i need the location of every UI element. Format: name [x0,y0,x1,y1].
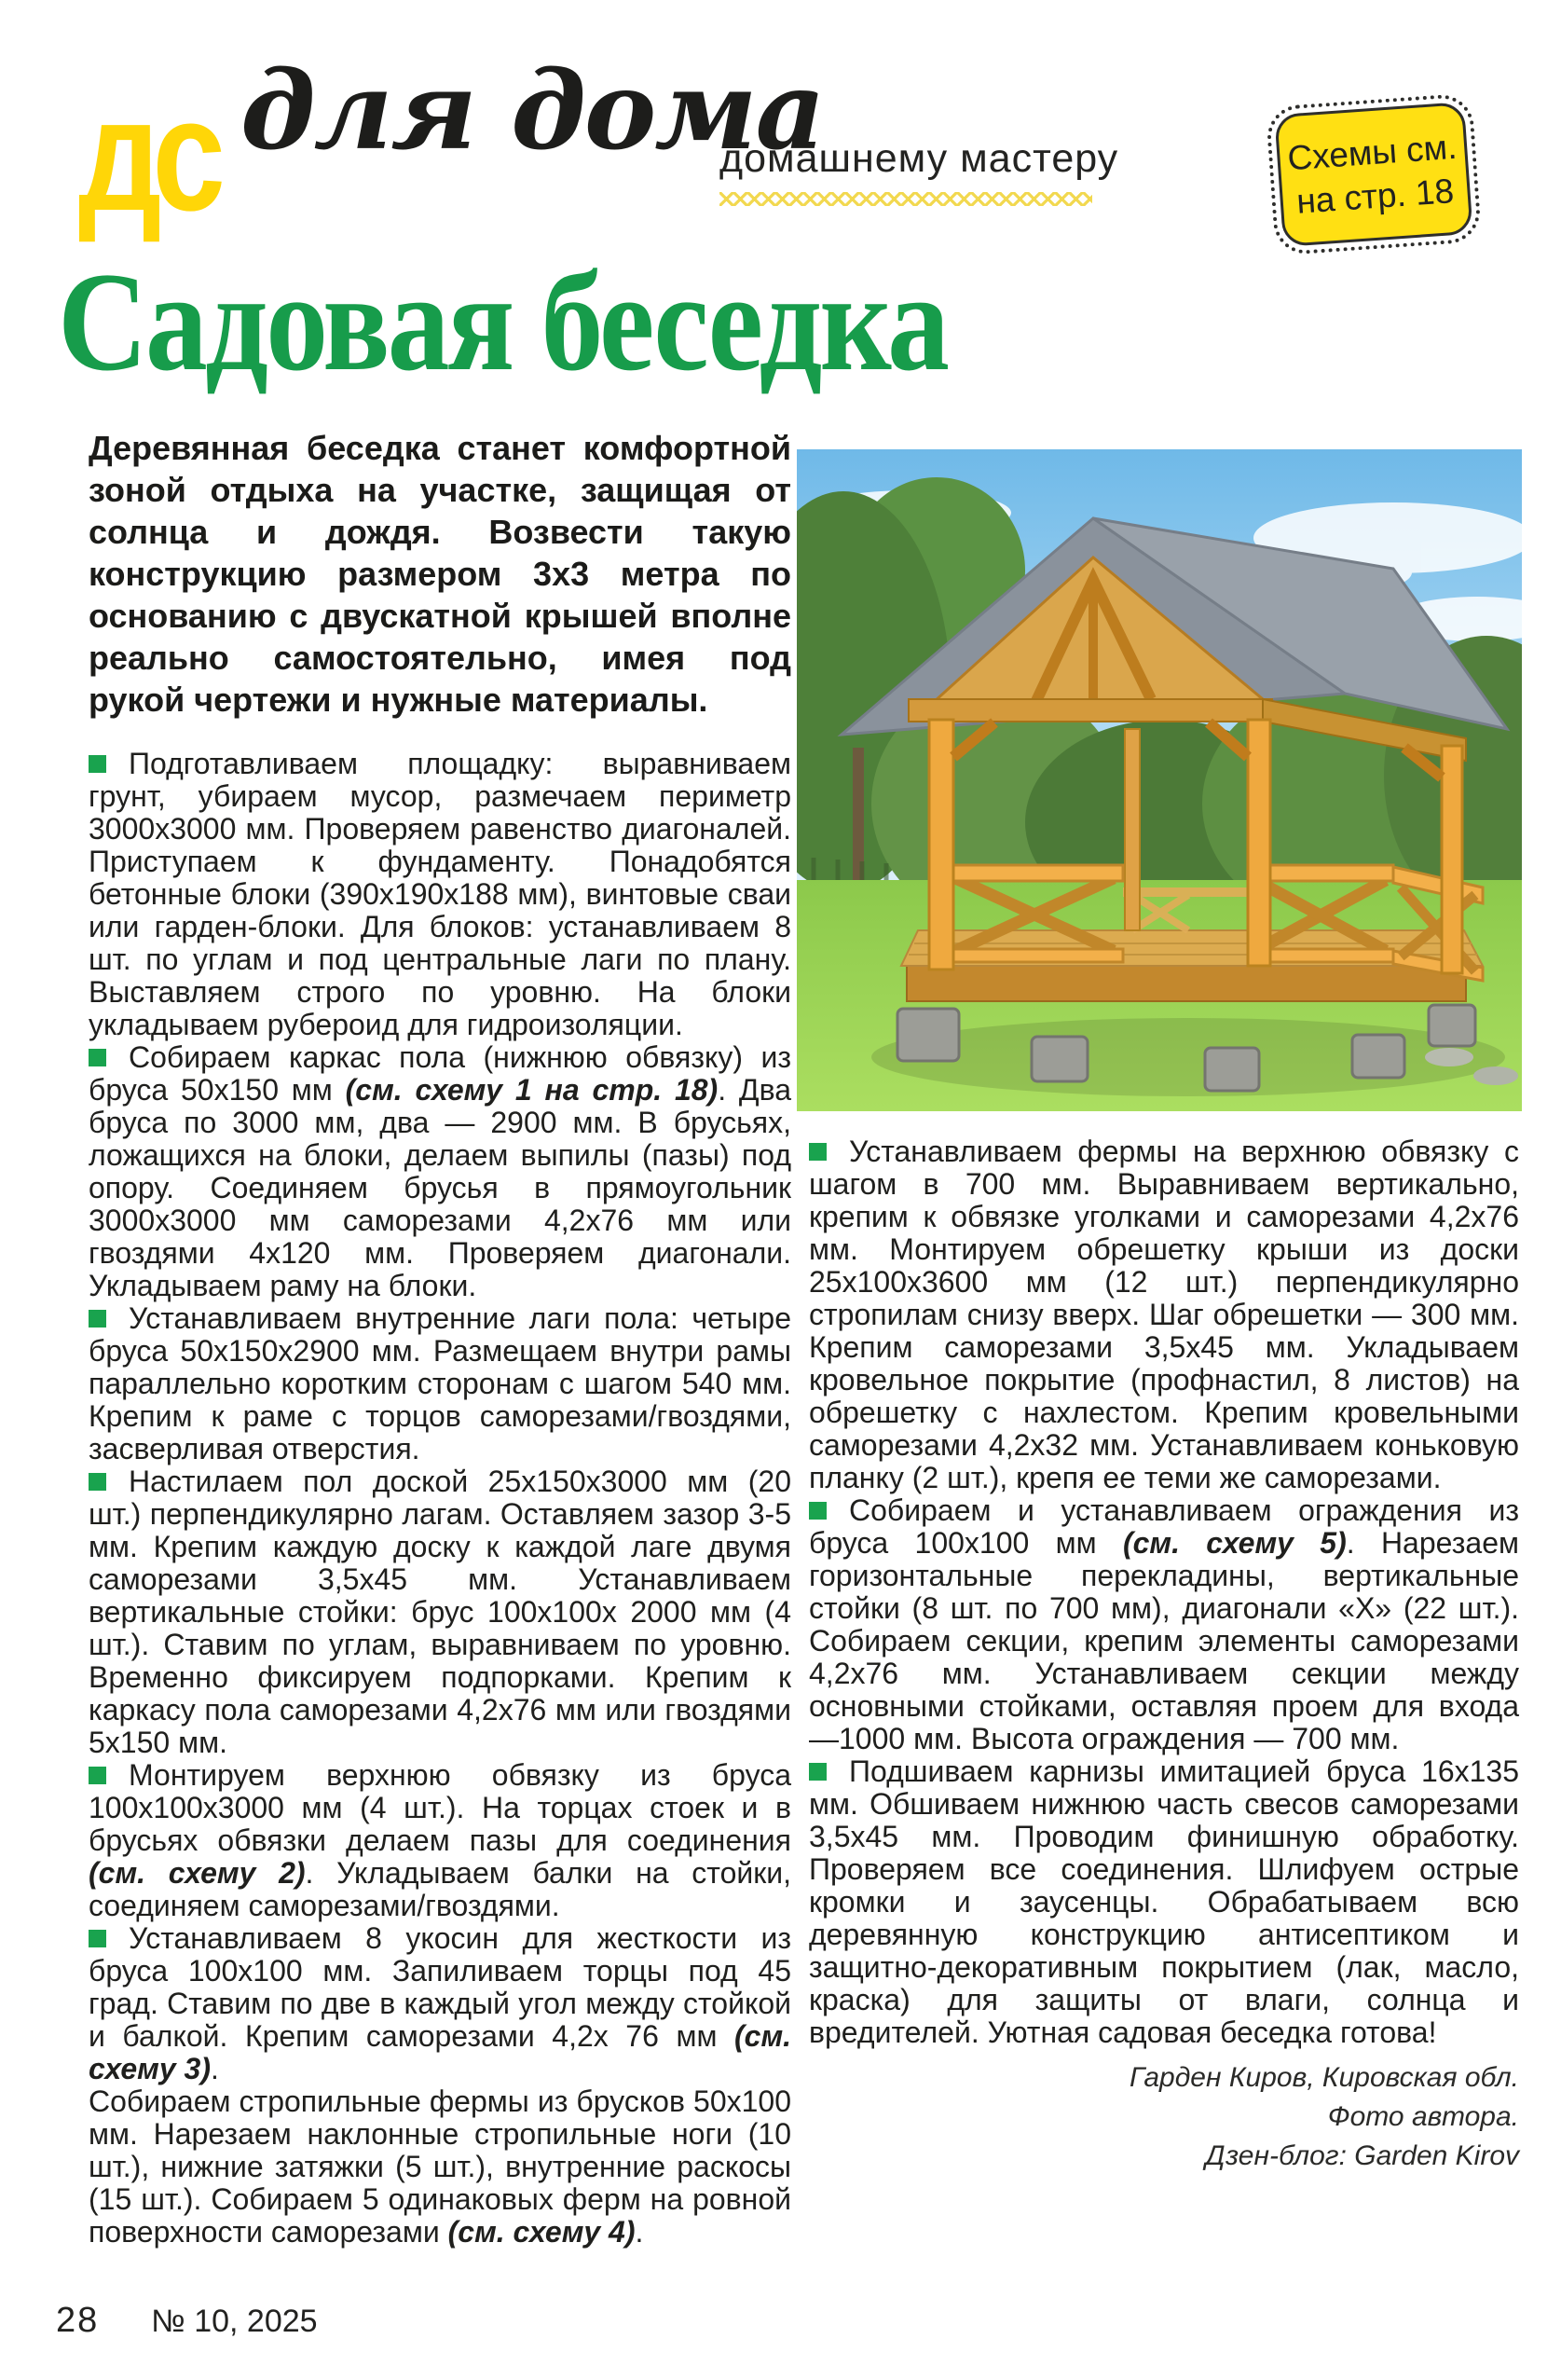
text-run: Настилаем пол доской 25х150х3000 мм (20 шт.) перпендикулярно лагам. Оставляем зазор 3-5 мм. Крепим каждую доску к каждой лаге двумя саморезами 3,5х45 мм. Устанавливаем вертикальные стойки: брус 100х100х 2000 мм (4 шт.). Ставим по углам, выравниваем по уровню. Временно фиксируем подпорками. Крепим к каркасу пола саморезами 4,2х76 мм или гвоздями 5х150 мм. [89,1465,791,1759]
text-run: (см. схему 2) [89,1856,306,1890]
right-column [809,1135,1519,2176]
page-number: 28 [56,2301,100,2340]
paragraph [89,1041,791,1302]
text-run: . [210,2052,219,2085]
bullet-square-icon [89,1930,106,1947]
byline-blog: Дзен-блог: Garden Kirov [1205,2140,1519,2171]
bullet-square-icon [89,755,106,773]
text-run: . [635,2215,644,2249]
paragraph [89,1759,791,1922]
gazebo-photo [797,449,1522,1111]
magazine-logo: дс [78,65,218,244]
bullet-square-icon [89,1310,106,1328]
text-run: Подшиваем карнизы имитацией бруса 16х135 мм. Обшиваем нижнюю часть свесов саморезами 3,5х45 мм. Проводим финишную обработку. Проверяем все соединения. Шлифуем острые кромки и заусенцы. Обрабатываем всю деревянную конструкцию антисептиком и защитно-декоративным покрытием (лак, масло, краска) для защиты от влаги, солнца и вредителей. Уютная садовая беседка готова! [809,1754,1519,2049]
diamond-underline [719,192,1092,206]
badge-line-2: на стр. 18 [1294,172,1456,221]
section-subtitle: домашнему мастеру [719,136,1119,181]
section-title: для дома [240,48,824,174]
text-run: . Укладываем балки на стойки, соединяем саморезами/гвоздями. [89,1856,792,1922]
byline-author: Гарден Киров, Кировская обл. [1130,2062,1519,2093]
bullet-square-icon [809,1143,827,1161]
text-run: . Два бруса по 3000 мм, два — 2900 мм. В брусьях, ложащихся на блоки, делаем выпилы (пазы) под опору. Соединяем брусья в прямоугольник 3000х3000 мм саморезами 4,2х76 мм или гвоздями 4х120 мм. Проверяем диагонали. Укладываем раму на блоки. [89,1073,792,1302]
text-run: Собираем каркас пола (нижнюю обвязку) из бруса 50х150 мм [89,1040,791,1107]
byline [809,2058,1519,2176]
paragraph [89,1302,791,1465]
gazebo-illustration [797,449,1522,1111]
schemes-badge [1274,102,1472,247]
text-run: Монтируем верхнюю обвязку из бруса 100х100х3000 мм (4 шт.). На торцах стоек и в брусьях обвязки делаем пазы для соединения [89,1758,791,1857]
bullet-square-icon [89,1767,106,1784]
paragraph [89,748,791,1041]
bullet-square-icon [89,1473,106,1491]
bullet-square-icon [809,1502,827,1520]
right-paragraphs [809,1135,1519,2049]
text-run: . Нарезаем горизонтальные перекладины, вертикальные стойки (8 шт. по 700 мм), диагонали «Х» (22 шт.). Собираем секции, крепим элементы саморезами 4,2х76 мм. Устанавливаем секции между основными стойками, оставляя проем для входа —1000 мм. Высота ограждения — 700 мм. [809,1526,1520,1755]
text-run: Устанавливаем внутренние лаги пола: четыре бруса 50х150х2900 мм. Размещаем внутри рамы параллельно коротким сторонам с шагом 540 мм. Крепим к раме с торцов саморезами/гвоздями, засверливая отверстия. [89,1301,791,1465]
article-intro: Деревянная беседка станет комфортной зоной отдыха на участке, защищая от солнца и дождя. Возвести такую конструкцию размером 3х3 метра по основанию с двускатной крышей вполне реально самостоятельно, имея под рукой чертежи и нужные материалы. [89,429,791,719]
text-run: (см. схему 3) [89,2019,791,2085]
text-run: Подготавливаем площадку: выравниваем грунт, убираем мусор, размечаем периметр 3000х3000 мм. Проверяем равенство диагоналей. Приступаем к фундаменту. Понадобятся бетонные блоки (390х190х188 мм), винтовые сваи или гарден-блоки. Для блоков: устанавливаем 8 шт. по углам и под центральные лаги по плану. Выставляем строго по уровню. На блоки укладываем рубероид для гидроизоляции. [89,747,791,1041]
bullet-square-icon [809,1763,827,1781]
bullet-square-icon [89,1049,106,1066]
paragraph [809,1494,1519,1755]
issue-label: № 10, 2025 [151,2304,318,2339]
paragraph [89,1922,791,2085]
paragraph [809,1135,1519,1494]
left-column [89,748,791,2249]
text-run: (см. схему 4) [447,2215,636,2249]
paragraph [89,1465,791,1759]
badge-line-1: Схемы см. [1286,127,1458,178]
article-title: Садовая беседка [58,243,948,400]
text-run: Собираем стропильные фермы из брусков 50х100 мм. Нарезаем наклонные стропильные ноги (10 шт.), нижние затяжки (5 шт.), внутренние раскосы (15 шт.). Собираем 5 одинаковых ферм на ровной поверхности саморезами [89,2084,791,2249]
page-footer [56,2301,318,2341]
byline-photo-credit: Фото автора. [1327,2101,1519,2132]
text-run: (см. схему 5) [1122,1526,1347,1560]
text-run: Устанавливаем фермы на верхнюю обвязку с шагом в 700 мм. Выравниваем вертикально, крепим к обвязке уголками и саморезами 4,2х76 мм. Монтируем обрешетку крыши из доски 25х100х3600 мм (12 шт.) перпендикулярно стропилам снизу вверх. Шаг обрешетки — 300 мм. Крепим саморезами 3,5х45 мм. Укладываем кровельное покрытие (профнастил, 8 листов) на обрешетку с нахлестом. Крепим кровельными саморезами 4,2х32 мм. Устанавливаем коньковую планку (2 шт.), крепя ее теми же саморезами. [809,1135,1519,1494]
paragraph [89,2085,791,2249]
paragraph [809,1755,1519,2049]
text-run: Собираем и устанавливаем ограждения из бруса 100х100 мм [809,1493,1519,1560]
text-run: Устанавливаем 8 укосин для жесткости из бруса 100х100 мм. Запиливаем торцы под 45 град. Ставим по две в каждый угол между стойкой и балкой. Крепим саморезами 4,2х 76 мм [89,1921,791,2053]
text-run: (см. схему 1 на стр. 18) [345,1073,719,1107]
